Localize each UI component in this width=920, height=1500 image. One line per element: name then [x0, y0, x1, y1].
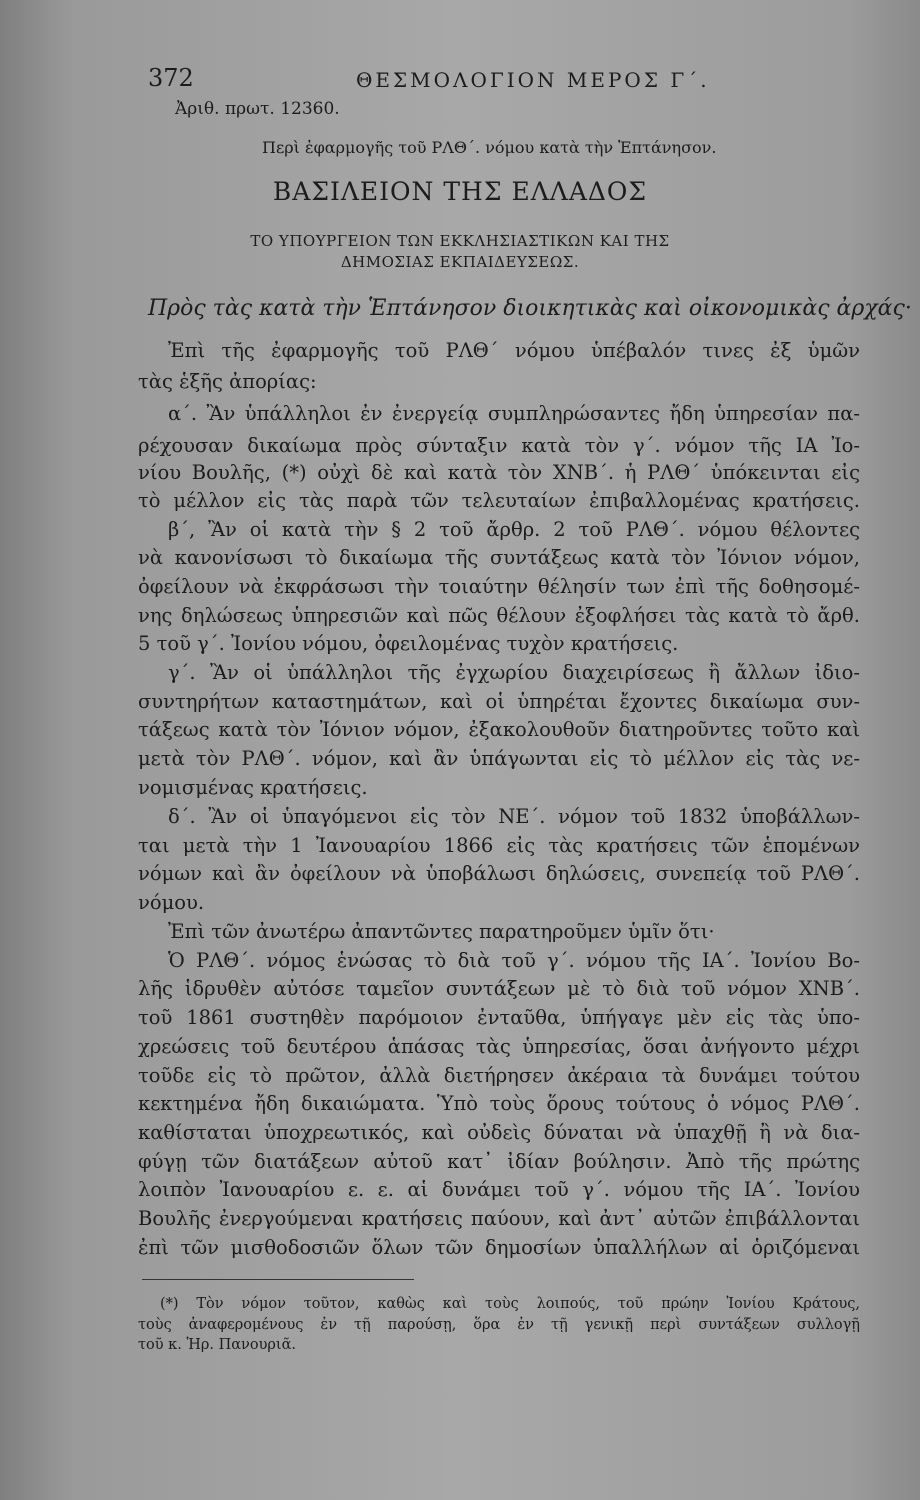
- addressee-line: Πρὸς τὰς κατὰ τὴν Ἑπτάνησον διοικητικὰς καὶ οἰκονομικὰς ἀρχάς·: [148, 296, 912, 321]
- body-line: γ΄. Ἂν οἱ ὑπάλληλοι τῆς ἐγχωρίου διαχειρίσεως ἢ ἄλλων ἰδιο-: [168, 661, 860, 684]
- body-line: Ἐπὶ τῆς ἐφαρμογῆς τοῦ ΡΛΘ΄ νόμου ὑπέβαλόν τινες ἐξ ὑμῶν: [168, 339, 860, 362]
- page-header: [148, 64, 848, 96]
- body-line: λοιπὸν Ἰανουαρίου ε. ε. αἱ δυνάμει τοῦ γ΄. νόμου τῆς ΙΑ΄. Ἰονίου: [138, 1178, 860, 1201]
- running-head: ΘΕΣΜΟΛΟΓΙΟΝ ΜΕΡΟΣ Γ΄.: [356, 68, 710, 92]
- body-line: λῆς ἱδρυθὲν αὐτόσε ταμεῖον συντάξεων μὲ τὸ διὰ τοῦ νόμον ΧΝΒ΄.: [138, 977, 860, 1000]
- kingdom-heading: ΒΑΣΙΛΕΙΟΝ ΤΗΣ ΕΛΛΑΔΟΣ: [272, 177, 648, 206]
- body-line: τοῦδε εἰς τὸ πρῶτον, ἀλλὰ διετήρησεν ἀκέραια τὰ δυνάμει τούτου: [138, 1064, 860, 1087]
- body-line: ρέχουσαν δικαίωμα πρὸς σύνταξιν κατὰ τὸν γ΄. νόμον τῆς ΙΑ Ἰο-: [138, 434, 860, 457]
- footnote-line: τοῦ κ. Ἡρ. Πανουριᾶ.: [138, 1337, 296, 1353]
- body-line: κεκτημένα ἤδη δικαιώματα. Ὑπὸ τοὺς ὅρους τούτους ὁ νόμος ΡΛΘ΄.: [138, 1092, 860, 1115]
- body-line: καθίσταται ὑποχρεωτικός, καὶ οὐδεὶς δύναται νὰ ὑπαχθῇ ἢ νὰ δια-: [138, 1121, 860, 1144]
- body-line: ὀφείλουν νὰ ἐκφράσωσι τὴν τοιαύτην θέλησίν των ἐπὶ τῆς δοθησομέ-: [138, 575, 860, 598]
- body-line: Ὁ ΡΛΘ΄. νόμος ἑνώσας τὸ διὰ τοῦ γ΄. νόμου τῆς ΙΑ΄. Ἰονίου Βο-: [168, 949, 860, 972]
- document-subject: Περὶ ἐφαρμογῆς τοῦ ΡΛΘ΄. νόμου κατὰ τὴν Ἑπτάνησον.: [262, 138, 717, 157]
- body-line: α΄. Ἂν ὑπάλληλοι ἐν ἐνεργείᾳ συμπληρώσαντες ἤδη ὑπηρεσίαν πα-: [168, 402, 860, 425]
- body-line: νομισμένας κρατήσεις.: [138, 776, 368, 799]
- ministry-heading-line: ΤΟ ΥΠΟΥΡΓΕΙΟΝ ΤΩΝ ΕΚΚΛΗΣΙΑΣΤΙΚΩΝ ΚΑΙ ΤΗΣ: [250, 232, 670, 250]
- body-line: μετὰ τὸν ΡΛΘ΄. νόμον, καὶ ἂν ὑπάγωνται εἰς τὸ μέλλον εἰς τὰς νε-: [138, 747, 860, 770]
- body-line: νόμου.: [138, 891, 205, 914]
- body-line: συντηρήτων καταστημάτων, καὶ οἱ ὑπηρέται ἔχοντες δικαίωμα συν-: [138, 690, 860, 713]
- body-line: τὰς ἑξῆς ἀπορίας:: [138, 370, 317, 393]
- ministry-heading-line: ΔΗΜΟΣΙΑΣ ΕΚΠΑΙΔΕΥΣΕΩΣ.: [340, 253, 580, 271]
- body-line: τοῦ 1861 συστηθὲν παρόμοιον ἐνταῦθα, ὑπήγαγε μὲν εἰς τὰς ὑπο-: [138, 1006, 860, 1029]
- body-line: νὰ κανονίσωσι τὸ δικαίωμα τῆς συντάξεως κατὰ τὸν Ἰόνιον νόμον,: [138, 546, 860, 569]
- body-line: β΄, Ἂν οἱ κατὰ τὴν § 2 τοῦ ἄρθρ. 2 τοῦ ΡΛΘ΄. νόμου θέλοντες: [168, 518, 860, 541]
- body-line: Ἐπὶ τῶν ἀνωτέρω ἀπαντῶντες παρατηροῦμεν ὑμῖν ὅτι·: [168, 920, 715, 943]
- protocol-number: Ἀριθ. πρωτ. 12360.: [175, 99, 340, 119]
- footnote-line: τοὺς ἀναφερομένους ἐν τῇ παρούσῃ, ὅρα ἐν τῇ γενικῇ περὶ συντάξεων συλλογῇ: [138, 1317, 860, 1333]
- page-number: 372: [148, 64, 194, 92]
- body-line: ἐπὶ τῶν μισθοδοσιῶν ὅλων τῶν δημοσίων ὑπαλλήλων αἱ ὁριζόμεναι: [138, 1236, 860, 1259]
- body-line: τάξεως κατὰ τὸν Ἰόνιον νόμον, ἐξακολουθοῦν διατηροῦντες τοῦτο καὶ: [138, 718, 860, 741]
- body-line: νίου Βουλῆς, (*) οὐχὶ δὲ καὶ κατὰ τὸν ΧΝΒ΄. ἡ ΡΛΘ΄ ὑπόκεινται εἰς: [138, 461, 860, 484]
- footnote-separator: [142, 1279, 414, 1280]
- body-line: δ΄. Ἂν οἱ ὑπαγόμενοι εἰς τὸν ΝΕ΄. νόμον τοῦ 1832 ὑποβάλλων-: [168, 805, 860, 828]
- body-line: νόμων καὶ ἂν ὀφείλουν νὰ ὑποβάλωσι δηλώσεις, συνεπείᾳ τοῦ ΡΛΘ΄.: [138, 862, 860, 885]
- body-line: φύγῃ τῶν διατάξεων αὐτοῦ κατ᾽ ἰδίαν βούλησιν. Ἀπὸ τῆς πρώτης: [138, 1150, 860, 1173]
- body-line: 5 τοῦ γ΄. Ἰονίου νόμου, ὀφειλομένας τυχὸν κρατήσεις.: [138, 632, 679, 655]
- body-line: ται μετὰ τὴν 1 Ἰανουαρίου 1866 εἰς τὰς κρατήσεις τῶν ἑπομένων: [138, 834, 860, 857]
- footnote-line: (*) Τὸν νόμον τοῦτον, καθὼς καὶ τοὺς λοιπούς, τοῦ πρώην Ἰονίου Κράτους,: [160, 1296, 860, 1312]
- body-line: χρεώσεις τοῦ δευτέρου ἁπάσας τὰς ὑπηρεσίας, ὅσαι ἀνήγοντο μέχρι: [138, 1035, 860, 1058]
- body-line: τὸ μέλλον εἰς τὰς παρὰ τῶν τελευταίων ἐπιβαλλομένας κρατήσεις.: [138, 489, 860, 512]
- body-line: Βουλῆς ἐνεργούμεναι κρατήσεις παύουν, καὶ ἀντ᾽ αὐτῶν ἐπιβάλλονται: [138, 1207, 860, 1230]
- body-line: νης δηλώσεως ὑπηρεσιῶν καὶ πῶς θέλουν ἐξοφλήσει τὰς κατὰ τὸ ἄρθ.: [138, 604, 860, 627]
